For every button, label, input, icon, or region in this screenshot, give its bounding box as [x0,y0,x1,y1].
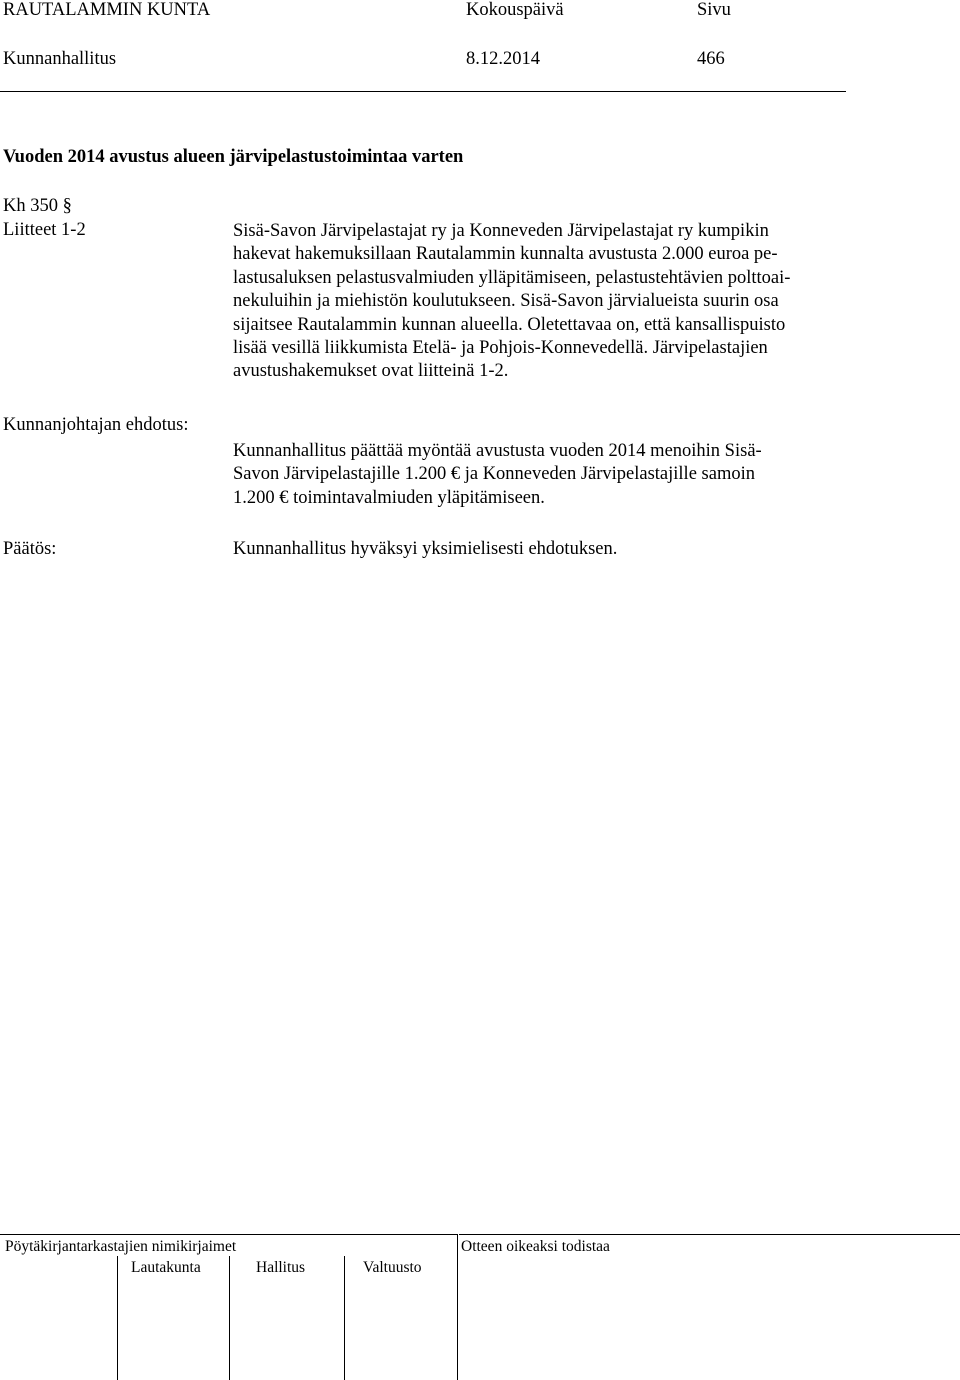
meeting-date-label: Kokouspäivä [466,0,564,20]
true-copy-label: Otteen oikeaksi todistaa [461,1238,610,1255]
governing-body: Kunnanhallitus [3,49,117,69]
meeting-date: 8.12.2014 [466,49,540,69]
decision-text: Kunnanhallitus hyväksyi yksimielisesti ehdotuksen. [233,539,618,559]
proposal-label: Kunnanjohtajan ehdotus: [3,415,189,435]
attachments-label: Liitteet 1-2 [3,220,86,240]
section-id: Kh 350 § [3,196,72,216]
footer-vertical-divider [457,1234,458,1380]
board-column: Lautakunta [131,1259,201,1276]
footer-column-rule-1 [117,1256,118,1380]
footer-right-top-rule [459,1234,960,1235]
signature-footer [0,1234,960,1380]
government-column: Hallitus [256,1259,306,1276]
decision-label: Päätös: [3,539,57,559]
page-number: 466 [697,49,725,69]
footer-column-rule-2 [229,1256,230,1380]
page-label: Sivu [697,0,731,20]
footer-left-top-rule [0,1234,457,1235]
footer-column-rule-3 [344,1256,345,1380]
proposal-paragraph: Kunnanhallitus päättää myöntää avustusta vuoden 2014 menoihin Sisä- Savon Järvipelastajille 1.200 € ja Konneveden Järvipelastajille samoin 1.200 € toimintavalmiuden yläpitämiseen. [233,441,762,508]
municipality-name: RAUTALAMMIN KUNTA [3,0,211,20]
signatures-label: Pöytäkirjantarkastajien nimikirjaimet [5,1238,237,1255]
page-title: Vuoden 2014 avustus alueen järvipelastustoimintaa varten [3,147,464,167]
header-divider [0,91,846,92]
description-paragraph: Sisä-Savon Järvipelastajat ry ja Konneveden Järvipelastajat ry kumpikin hakevat hakemuksillaan Rautalammin kunnalta avustusta 2.000 euroa pe- lastusaluksen pelastusvalmiuden ylläpitämiseen, pelastustehtävien polttoai- nekuluihin ja miehistön koulutukseen. Sisä-Savon järvialueista suurin osa sijaitsee Rautalammin kunnan alueella. Oletettavaa on, että kansallispuisto lisää vesillä liikkumista Etelä- ja Pohjois-Konnevedellä. Järvipelastajien avustushakemukset ovat liitteinä 1-2. [233,221,791,382]
council-column: Valtuusto [363,1259,422,1276]
